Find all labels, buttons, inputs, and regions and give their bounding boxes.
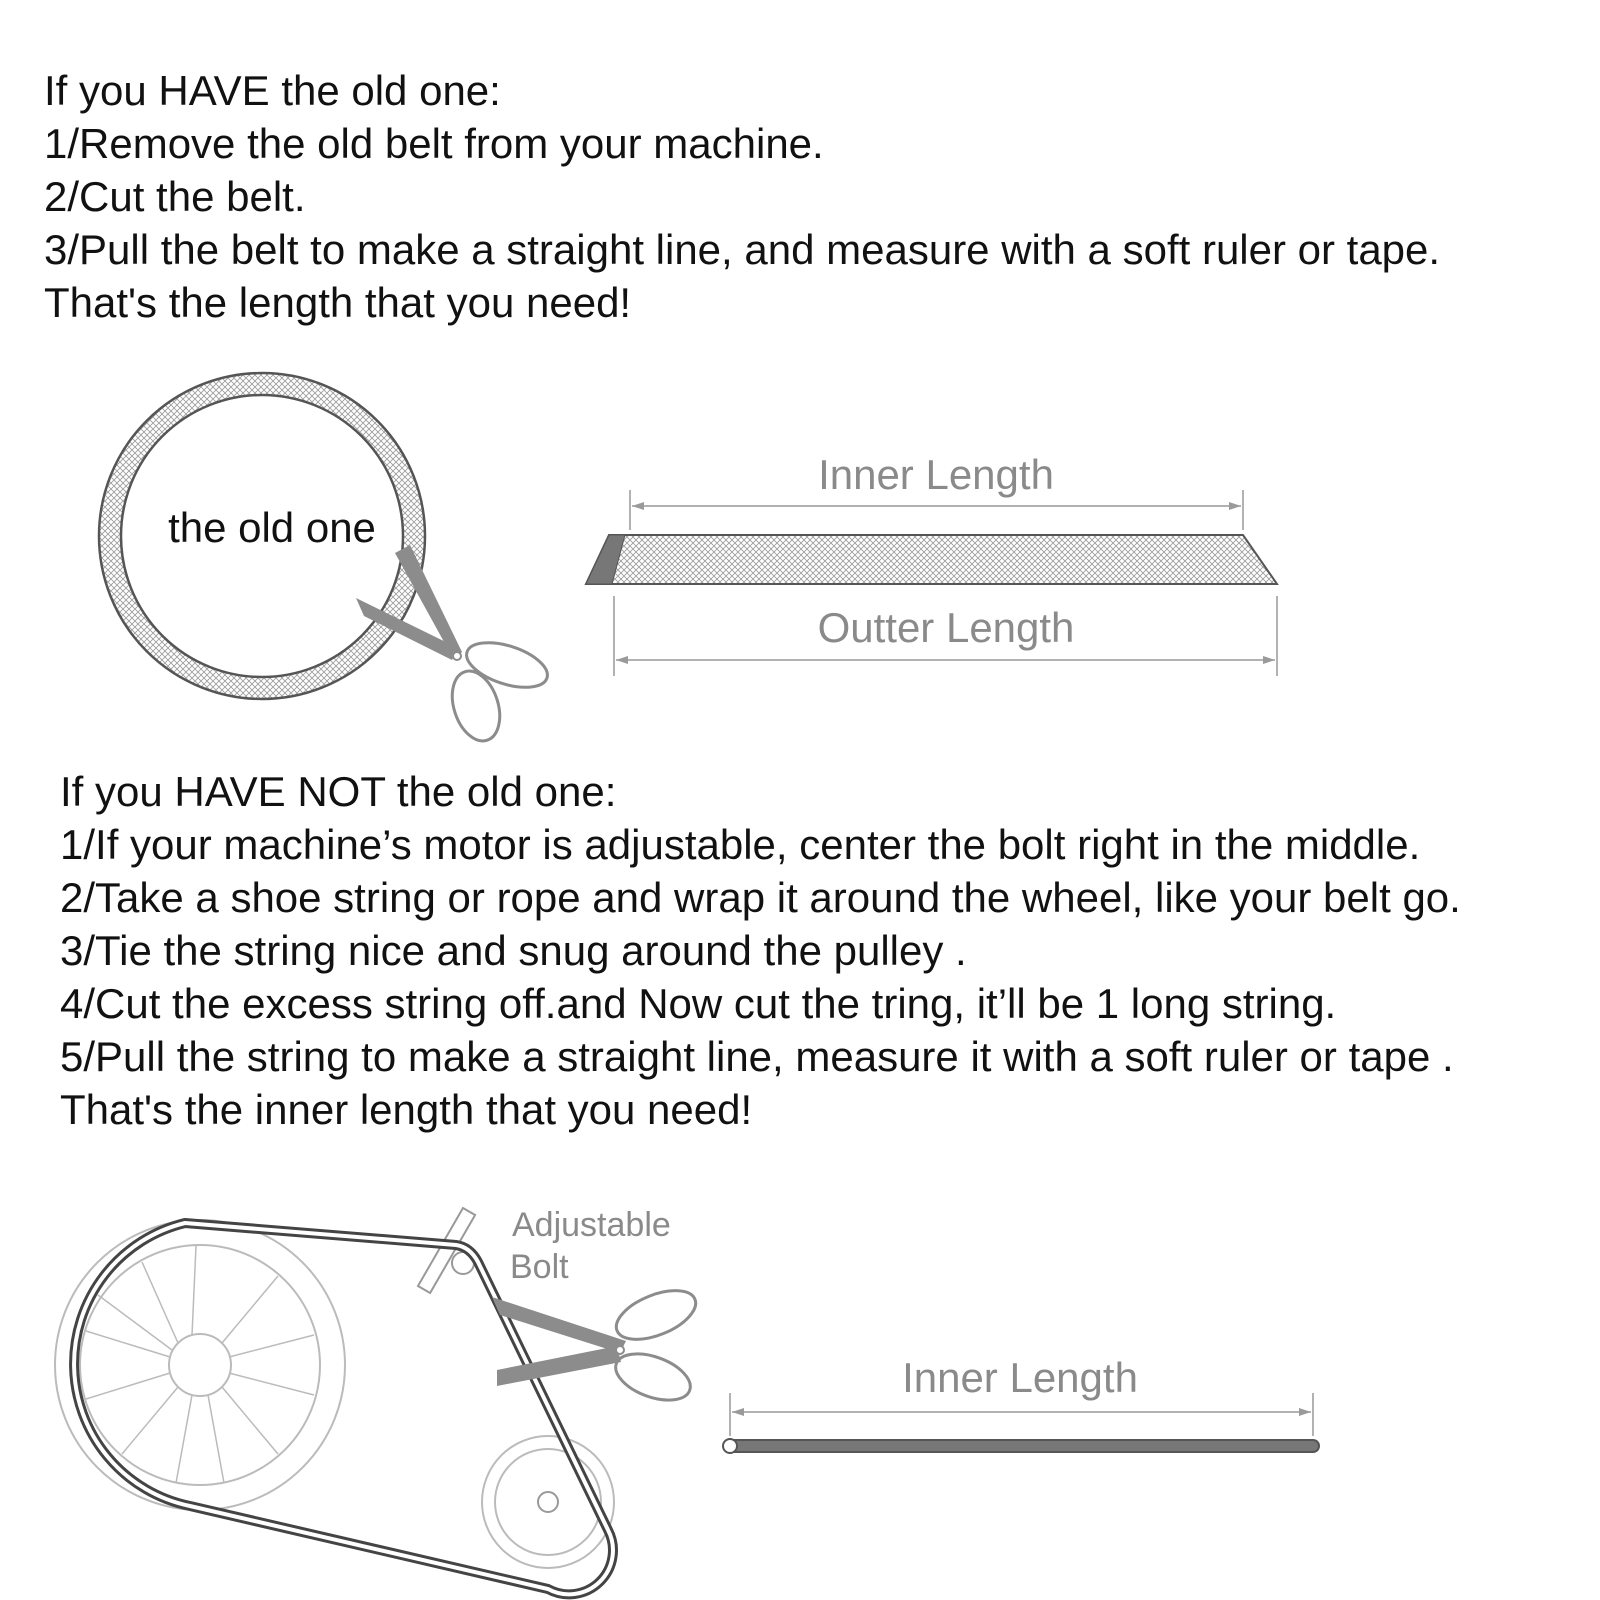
heading-have-not-old: If you HAVE NOT the old one: xyxy=(60,768,617,815)
step-remove-belt: 1/Remove the old belt from your machine. xyxy=(44,120,824,167)
step-cut-string: 4/Cut the excess string off.and Now cut the tring, it’ll be 1 long string. xyxy=(60,980,1337,1027)
conclusion-have-not-old: That's the inner length that you need! xyxy=(60,1086,753,1133)
step-tie-string: 3/Tie the string nice and snug around the pulley . xyxy=(60,927,967,974)
cut-string-rod xyxy=(723,1439,1313,1453)
inner-length-label-bottom: Inner Length xyxy=(902,1354,1138,1401)
adjustable-bolt-label-line2: Bolt xyxy=(510,1248,569,1286)
inner-length-label-top: Inner Length xyxy=(818,451,1054,498)
outer-length-label: Outter Length xyxy=(817,604,1075,651)
adjustable-bolt-label-line1: Adjustable xyxy=(512,1206,671,1244)
conclusion-have-old: That's the length that you need! xyxy=(44,279,632,326)
step-center-bolt: 1/If your machine’s motor is adjustable, center the bolt right in the middle. xyxy=(60,821,1421,868)
cut-belt-profile xyxy=(586,535,1277,584)
step-wrap-string: 2/Take a shoe string or rope and wrap it around the wheel, like your belt go. xyxy=(60,874,1461,921)
step-measure-belt: 3/Pull the belt to make a straight line, and measure with a soft ruler or tape. xyxy=(44,226,1441,273)
step-cut-belt: 2/Cut the belt. xyxy=(44,173,306,220)
large-pulley-wheel xyxy=(55,1220,345,1510)
old-one-label: the old one xyxy=(168,504,376,551)
step-measure-string: 5/Pull the string to make a straight line, measure it with a soft ruler or tape . xyxy=(60,1033,1454,1080)
heading-have-old: If you HAVE the old one: xyxy=(44,67,501,114)
